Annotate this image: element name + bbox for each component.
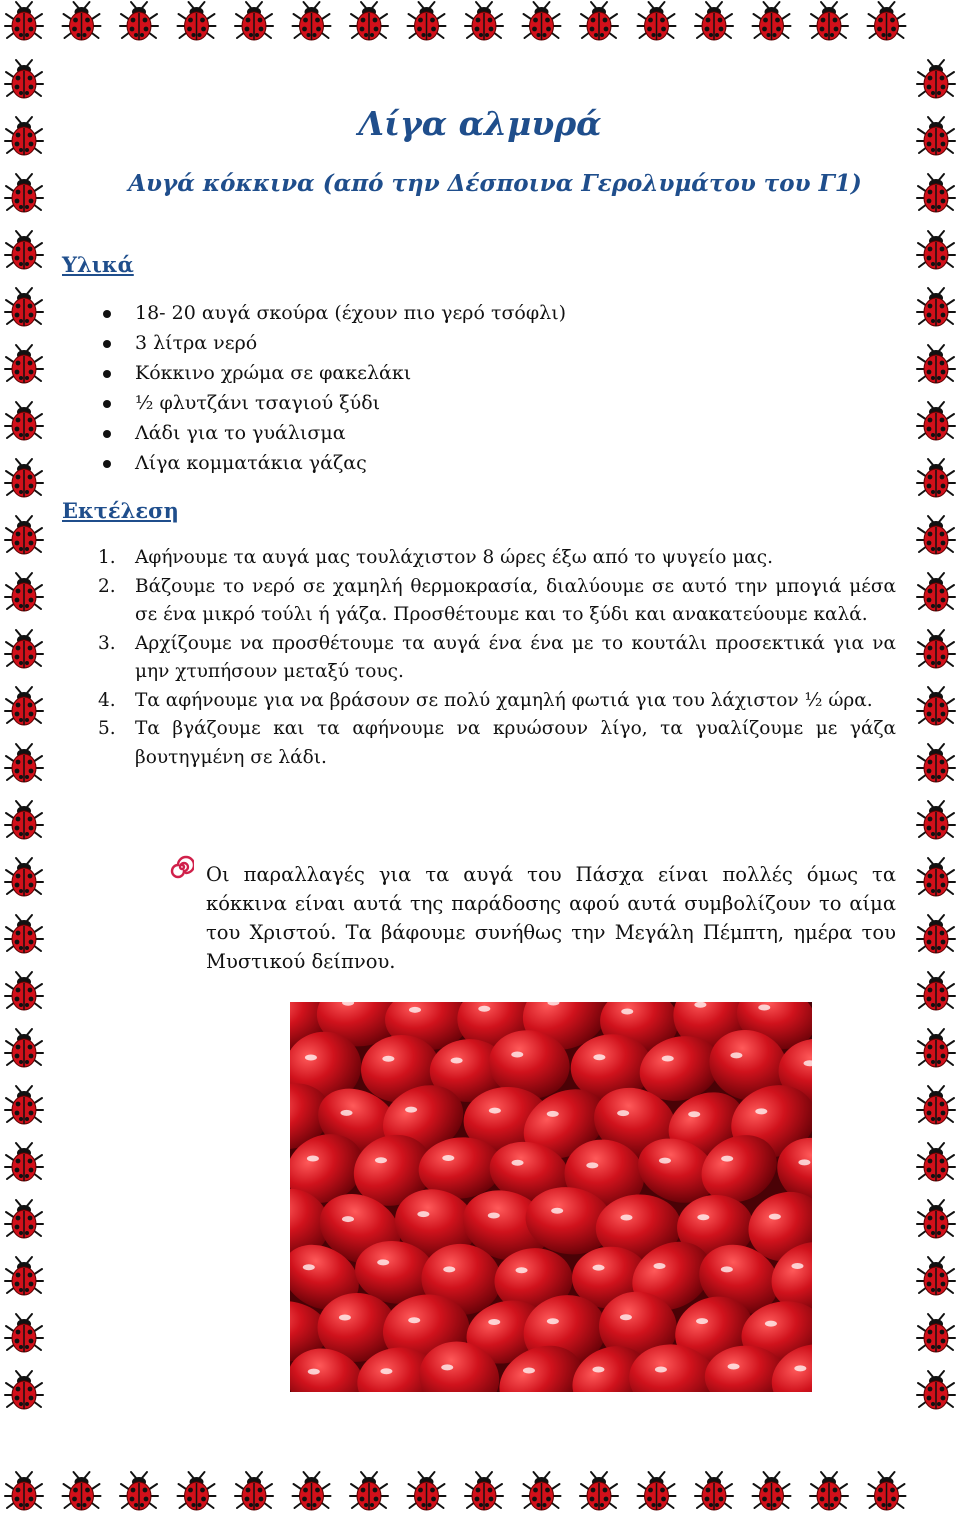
- method-heading: Εκτέλεση: [62, 498, 179, 523]
- egg-highlight: [592, 1366, 604, 1372]
- egg-highlight: [341, 1110, 353, 1116]
- ladybug-icon: [293, 2, 331, 40]
- egg-highlight: [442, 1155, 454, 1161]
- egg-highlight: [765, 1321, 777, 1327]
- step-number: 5.: [98, 718, 116, 739]
- egg-highlight: [516, 1267, 528, 1273]
- step-item: [60, 715, 896, 772]
- ingredients-list: [60, 298, 566, 478]
- egg-highlight: [380, 1368, 392, 1374]
- ladybug-icon: [178, 1472, 216, 1510]
- egg-highlight: [511, 1051, 523, 1057]
- ladybug-icon: [5, 402, 43, 440]
- ladybug-icon: [917, 573, 955, 611]
- list-item: 3 λίτρα νερό: [60, 328, 566, 358]
- ladybug-icon: [917, 1257, 955, 1295]
- egg-highlight: [339, 1314, 351, 1320]
- ladybug-icon: [5, 915, 43, 953]
- ladybug-icon: [917, 744, 955, 782]
- ladybug-icon: [917, 459, 955, 497]
- egg-highlight: [721, 1266, 733, 1272]
- ladybug-icon: [5, 630, 43, 668]
- ladybug-icon: [465, 2, 503, 40]
- steps-list: [60, 544, 896, 772]
- ladybug-icon: [350, 2, 388, 40]
- egg-highlight: [620, 1314, 632, 1320]
- ladybug-icon: [638, 2, 676, 40]
- egg-highlight: [478, 1006, 490, 1012]
- step-text: Τα βγάζουμε και τα αφήνουμε να κρυώσουν λίγο, τα γυαλίζουμε με γάζα βουτηγμένη σε λάδι.: [135, 718, 896, 768]
- ladybug-icon: [917, 1143, 955, 1181]
- list-item: Λίγα κομματάκια γάζας: [60, 448, 566, 478]
- ladybug-icon: [235, 1472, 273, 1510]
- egg-highlight: [443, 1266, 455, 1272]
- ingredients-heading: Υλικά: [62, 252, 134, 277]
- egg-highlight: [617, 1110, 629, 1116]
- egg-highlight: [659, 1158, 671, 1164]
- step-number: 4.: [98, 689, 116, 711]
- ladybug-icon: [638, 1472, 676, 1510]
- ladybug-icon: [465, 1472, 503, 1510]
- step-item: [60, 687, 896, 716]
- ladybug-icon: [917, 972, 955, 1010]
- egg-highlight: [405, 1107, 417, 1113]
- page-title: Λίγα αλμυρά: [358, 104, 602, 143]
- ladybug-icon: [5, 801, 43, 839]
- ladybug-icon: [5, 744, 43, 782]
- egg-highlight: [662, 1056, 674, 1062]
- ladybug-icon: [917, 117, 955, 155]
- list-item: Κόκκινο χρώμα σε φακελάκι: [60, 358, 566, 388]
- ladybug-icon: [5, 573, 43, 611]
- egg-highlight: [730, 1052, 742, 1058]
- ladybug-icon: [408, 1472, 446, 1510]
- ladybug-icon: [408, 2, 446, 40]
- egg-highlight: [654, 1263, 666, 1269]
- ladybug-icon: [917, 231, 955, 269]
- egg-highlight: [798, 1159, 810, 1165]
- egg-highlight: [621, 1009, 633, 1015]
- egg-highlight: [551, 1208, 563, 1214]
- list-item: 18- 20 αυγά σκούρα (έχουν πιο γερό τσόφλι): [60, 298, 566, 328]
- egg-highlight: [305, 1055, 317, 1061]
- ladybug-icon: [350, 1472, 388, 1510]
- egg-highlight: [377, 1259, 389, 1265]
- ladybug-icon: [917, 858, 955, 896]
- ladybug-icon: [120, 1472, 158, 1510]
- ladybug-icon: [695, 1472, 733, 1510]
- egg-highlight: [794, 1365, 806, 1371]
- ladybug-icon: [917, 60, 955, 98]
- egg-highlight: [489, 1108, 501, 1114]
- ladybug-icon: [917, 915, 955, 953]
- egg-highlight: [523, 1367, 535, 1373]
- ladybug-icon: [5, 60, 43, 98]
- ladybug-icon: [917, 345, 955, 383]
- ladybug-icon: [753, 2, 791, 40]
- egg-highlight: [769, 1214, 781, 1220]
- ladybug-icon: [5, 687, 43, 725]
- egg-highlight: [593, 1054, 605, 1060]
- ladybug-icon: [580, 2, 618, 40]
- ladybug-icon: [695, 2, 733, 40]
- egg-highlight: [488, 1319, 500, 1325]
- list-item: Λάδι για το γυάλισμα: [60, 418, 566, 448]
- egg-highlight: [382, 1056, 394, 1062]
- ladybug-icon: [5, 1143, 43, 1181]
- egg-highlight: [441, 1364, 453, 1370]
- ladybug-icon: [917, 687, 955, 725]
- ladybug-icon: [120, 2, 158, 40]
- ladybug-icon: [5, 2, 43, 40]
- egg-highlight: [451, 1058, 463, 1064]
- ladybug-icon: [5, 1371, 43, 1409]
- recipe-subtitle: Αυγά κόκκινα (από την Δέσποινα Γερολυμάτου του Γ1): [128, 170, 862, 197]
- egg-highlight: [547, 1111, 559, 1117]
- step-text: Αρχίζουμε να προσθέτουμε τα αυγά ένα ένα με το κουτάλι προσεκτικά για να μην χτυπήσουν μεταξύ τους.: [135, 632, 896, 682]
- ladybug-icon: [293, 1472, 331, 1510]
- egg-highlight: [303, 1264, 315, 1270]
- egg-highlight: [308, 1369, 320, 1375]
- egg-highlight: [593, 1265, 605, 1271]
- red-eggs-photo: [290, 1002, 812, 1392]
- step-item: [60, 630, 896, 687]
- step-number: 2.: [98, 575, 116, 597]
- ladybug-icon: [523, 1472, 561, 1510]
- step-text: Τα αφήνουμε για να βράσουν σε πολύ χαμηλή φωτιά για του λάχιστον ½ ώρα.: [135, 689, 873, 711]
- ladybug-icon: [917, 801, 955, 839]
- step-text: Βάζουμε το νερό σε χαμηλή θερμοκρασία, διαλύουμε σε αυτό την μπογιά μέσα σε ένα μικρό τούλι ή γάζα. Προσθέτουμε και το ξύδι και ανακατεύουμε καλά.: [135, 575, 896, 625]
- ladybug-icon: [5, 1200, 43, 1238]
- egg-highlight: [721, 1156, 733, 1162]
- ladybug-icon: [917, 1029, 955, 1067]
- step-text: Αφήνουμε τα αυγά μας τουλάχιστον 8 ώρες έξω από το ψυγείο μας.: [135, 547, 774, 568]
- egg-highlight: [728, 1364, 740, 1370]
- egg-highlight: [342, 1216, 354, 1222]
- ladybug-icon: [5, 1257, 43, 1295]
- ladybug-icon: [917, 1200, 955, 1238]
- ladybug-icon: [5, 1029, 43, 1067]
- spiral-icon: [170, 855, 194, 879]
- step-number: 3.: [98, 632, 116, 654]
- egg-highlight: [758, 1004, 770, 1010]
- ladybug-icon: [5, 117, 43, 155]
- egg-highlight: [408, 1317, 420, 1323]
- list-item: ½ φλυτζάνι τσαγιού ξύδι: [60, 388, 566, 418]
- ladybug-icon: [868, 1472, 906, 1510]
- egg-highlight: [697, 1214, 709, 1220]
- egg-highlight: [417, 1211, 429, 1217]
- egg-highlight: [547, 1318, 559, 1324]
- egg-highlight: [655, 1366, 667, 1372]
- ladybug-icon: [5, 345, 43, 383]
- ladybug-icon: [5, 288, 43, 326]
- ladybug-icon: [5, 1472, 43, 1510]
- ladybug-icon: [753, 1472, 791, 1510]
- ladybug-icon: [5, 174, 43, 212]
- ladybug-icon: [523, 2, 561, 40]
- ladybug-icon: [178, 2, 216, 40]
- ladybug-icon: [5, 1314, 43, 1352]
- egg-highlight: [586, 1162, 598, 1168]
- ladybug-icon: [5, 459, 43, 497]
- egg-highlight: [696, 1318, 708, 1324]
- egg-highlight: [307, 1156, 319, 1162]
- step-item: [60, 573, 896, 630]
- egg-highlight: [620, 1215, 632, 1221]
- ladybug-icon: [917, 516, 955, 554]
- egg-highlight: [512, 1160, 524, 1166]
- ladybug-icon: [63, 2, 101, 40]
- ladybug-icon: [917, 1371, 955, 1409]
- ladybug-icon: [5, 858, 43, 896]
- ladybug-icon: [63, 1472, 101, 1510]
- egg-highlight: [688, 1111, 700, 1117]
- ladybug-icon: [917, 1086, 955, 1124]
- step-item: [60, 544, 896, 573]
- ladybug-icon: [580, 1472, 618, 1510]
- egg-highlight: [375, 1157, 387, 1163]
- egg-highlight: [488, 1212, 500, 1218]
- ladybug-icon: [5, 972, 43, 1010]
- ladybug-icon: [868, 2, 906, 40]
- egg-highlight: [755, 1108, 767, 1114]
- ladybug-icon: [917, 402, 955, 440]
- egg-highlight: [791, 1263, 803, 1269]
- step-number: 1.: [98, 547, 116, 568]
- ladybug-icon: [5, 516, 43, 554]
- ladybug-icon: [917, 630, 955, 668]
- egg-highlight: [694, 1002, 706, 1008]
- ladybug-icon: [235, 2, 273, 40]
- ladybug-icon: [810, 1472, 848, 1510]
- ladybug-icon: [5, 231, 43, 269]
- ladybug-icon: [917, 1314, 955, 1352]
- ladybug-icon: [917, 288, 955, 326]
- ladybug-icon: [5, 1086, 43, 1124]
- egg-highlight: [409, 1007, 421, 1013]
- ladybug-icon: [810, 2, 848, 40]
- tradition-note: Οι παραλλαγές για τα αυγά του Πάσχα είναι πολλές όμως τα κόκκινα είναι αυτά της παράδοσης αφού αυτά συμβολίζουν το αίμα του Χριστού. Τα βάφουμε συνήθως την Μεγάλη Πέμπτη, ημέρα του Μυστικού δείπνου.: [206, 863, 896, 973]
